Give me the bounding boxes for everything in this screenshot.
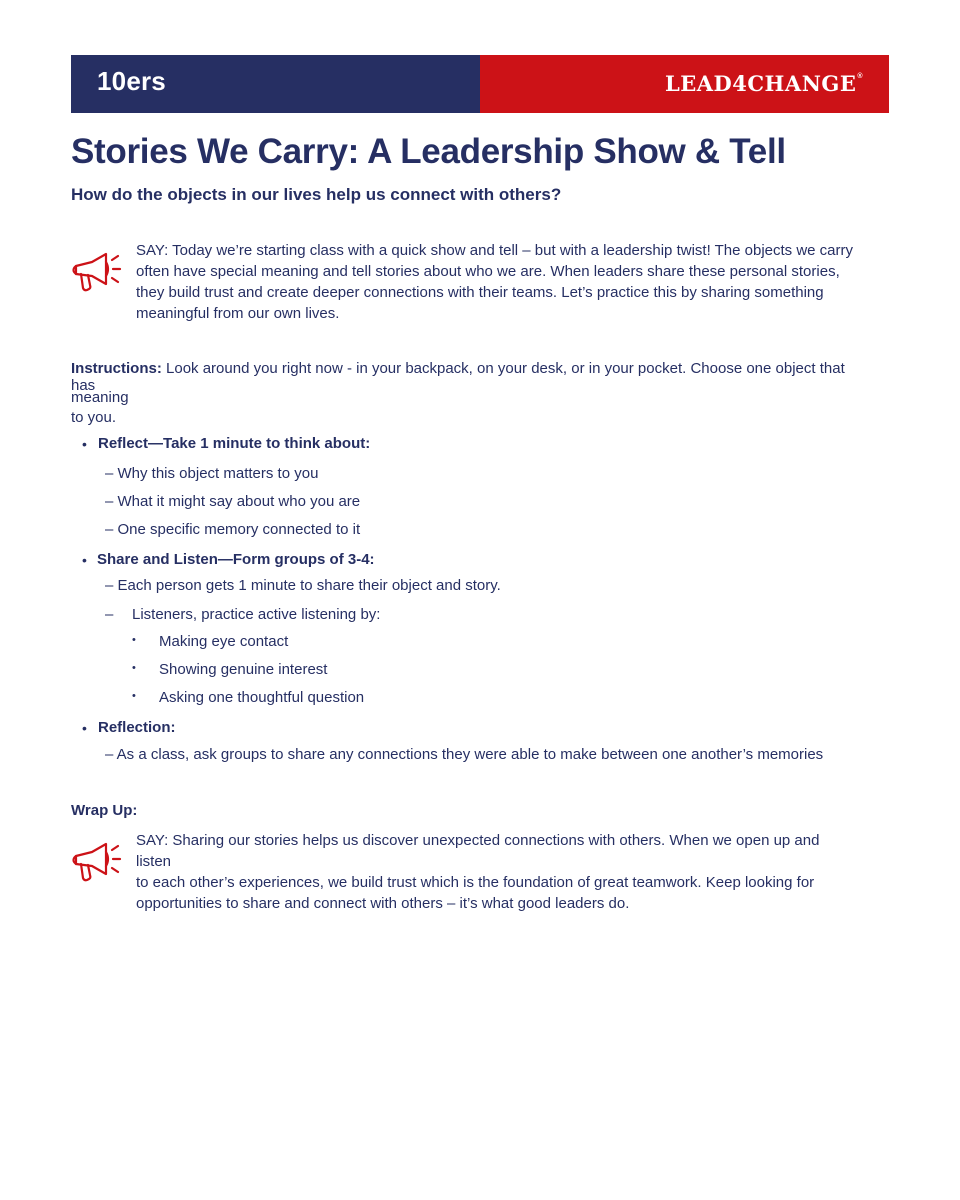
say-wrap-line: to each other’s experiences, we build trust which is the foundation of great teamwork. Keep looking for bbox=[136, 874, 815, 891]
header-banner bbox=[71, 55, 889, 113]
brand-name: 10ers bbox=[97, 66, 166, 96]
reflect-item: – One specific memory connected to it bbox=[105, 521, 361, 538]
instructions bbox=[71, 360, 871, 394]
share-item: – Each person gets 1 minute to share their object and story. bbox=[105, 577, 501, 594]
instructions-text: Look around you right now - in your backpack, on your desk, or in your pocket. Choose one object that has bbox=[71, 360, 845, 394]
listening-item: Asking one thoughtful question bbox=[159, 689, 365, 706]
step-reflection-heading: Reflection: bbox=[98, 719, 176, 736]
say-wrap-line: SAY: Sharing our stories helps us discover unexpected connections with others. When we open up and listen bbox=[136, 832, 820, 870]
megaphone-icon bbox=[68, 840, 124, 886]
sub-bullet-dot: • bbox=[132, 690, 136, 702]
reflect-item: – Why this object matters to you bbox=[105, 465, 319, 482]
share-item: Listeners, practice active listening by: bbox=[132, 606, 381, 623]
step-share-heading: Share and Listen—Form groups of 3-4: bbox=[97, 551, 375, 568]
page-title: Stories We Carry: A Leadership Show & Tell bbox=[71, 132, 786, 171]
say-intro-line: meaningful from our own lives. bbox=[136, 305, 340, 322]
instructions-wrap: to you. bbox=[71, 409, 117, 426]
share-item-dash: – bbox=[105, 606, 114, 623]
lead4change-logo bbox=[665, 71, 863, 96]
say-intro-line: SAY: Today we’re starting class with a quick show and tell – but with a leadership twist! The objects we carry bbox=[136, 242, 854, 259]
say-intro bbox=[136, 240, 856, 324]
megaphone-icon bbox=[68, 250, 124, 296]
step-reflect-heading: Reflect—Take 1 minute to think about: bbox=[98, 435, 371, 452]
instructions-wrap: meaning bbox=[71, 389, 129, 406]
listening-item: Making eye contact bbox=[159, 633, 289, 650]
bullet-dot: • bbox=[82, 720, 87, 736]
say-intro-line: they build trust and create deeper connections with their teams. Let’s practice this by sharing something bbox=[136, 284, 824, 301]
registered-mark: ® bbox=[857, 73, 863, 80]
sub-bullet-dot: • bbox=[132, 662, 136, 674]
logo-text: LEAD4CHANGE bbox=[664, 71, 857, 96]
sub-bullet-dot: • bbox=[132, 634, 136, 646]
banner-left-panel bbox=[71, 55, 480, 113]
reflection-item: – As a class, ask groups to share any connections they were able to make between one another’s memories bbox=[105, 746, 824, 763]
wrap-up-label: Wrap Up: bbox=[71, 802, 138, 819]
bullet-dot: • bbox=[82, 552, 87, 568]
say-intro-line: often have special meaning and tell stories about who we are. When leaders share these personal stories, bbox=[136, 263, 840, 280]
bullet-dot: • bbox=[82, 436, 87, 452]
say-wrap-up bbox=[136, 830, 856, 914]
listening-item: Showing genuine interest bbox=[159, 661, 328, 678]
instructions-label: Instructions: bbox=[71, 360, 162, 377]
banner-right-panel bbox=[480, 55, 889, 113]
page-subtitle: How do the objects in our lives help us connect with others? bbox=[71, 185, 562, 204]
reflect-item: – What it might say about who you are bbox=[105, 493, 361, 510]
say-wrap-line: opportunities to share and connect with others – it’s what good leaders do. bbox=[136, 895, 630, 912]
